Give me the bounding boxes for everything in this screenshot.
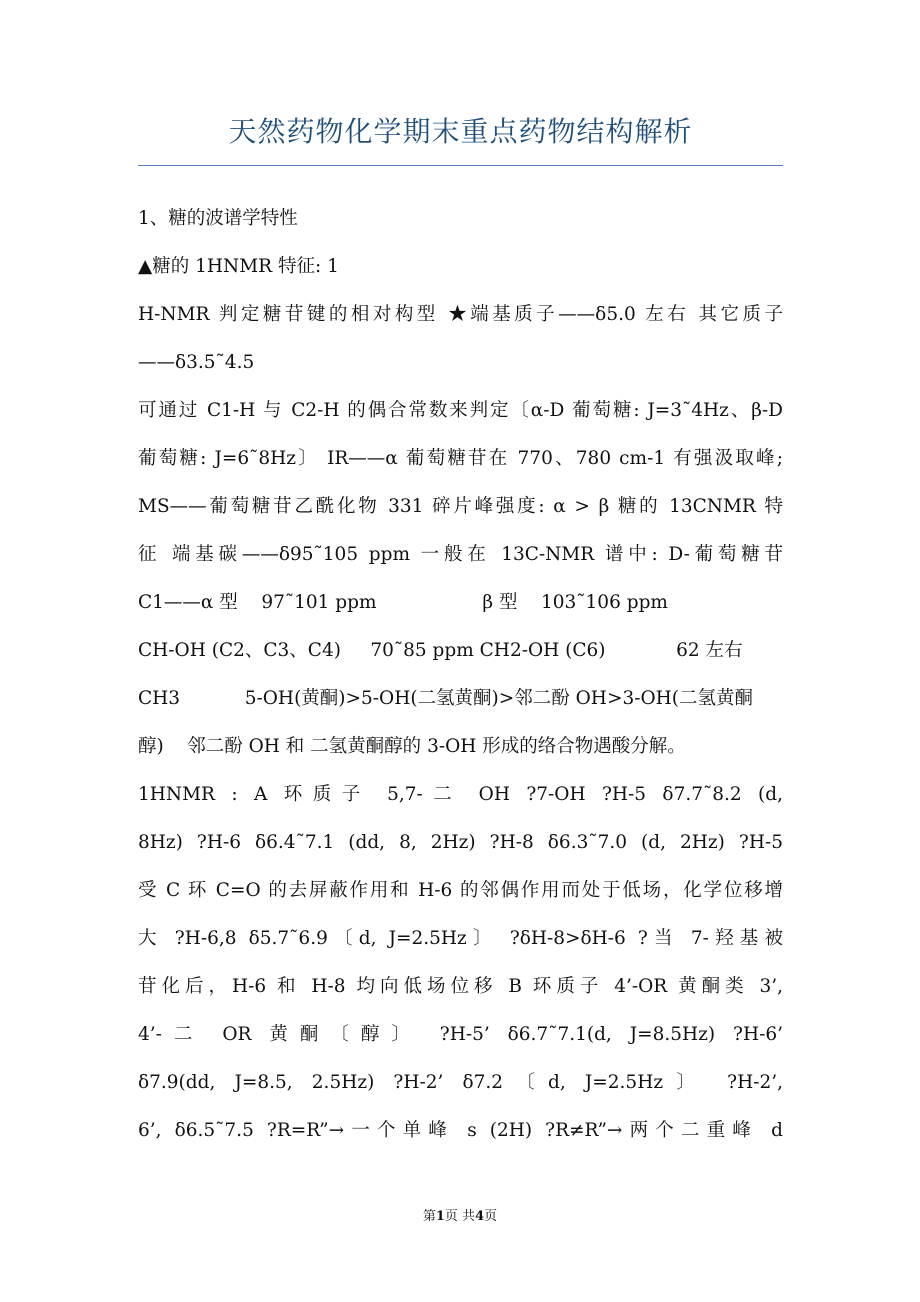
document-title: 天然药物化学期末重点药物结构解析	[228, 115, 693, 148]
text-line: 大 ?H-6,8 δ5.7˜6.9〔d, J=2.5Hz〕 ?δH-8>δH-6 ?当 7-羟基被	[138, 928, 783, 949]
text-line: ——δ3.5˜4.5	[138, 352, 255, 373]
text-line: 可通过 C1-H 与 C2-H 的偶合常数来判定〔α-D 葡萄糖: J=3˜4Hz、β-D	[138, 400, 783, 421]
page-footer	[0, 1205, 920, 1224]
text-line: CH3 5-OH(黄酮)>5-OH(二氢黄酮)>邻二酚 OH>3-OH(二氢黄酮	[138, 688, 753, 709]
text-line: δ7.9(dd, J=8.5, 2.5Hz) ?H-2’ δ7.2〔d, J=2.5Hz〕 ?H-2’,	[138, 1072, 783, 1093]
page-label-middle: 页 共	[444, 1209, 476, 1224]
title-divider	[138, 165, 783, 166]
current-page-number: 1	[435, 1209, 445, 1224]
text-line: CH-OH (C2、C3、C4) 70˜85 ppm CH2-OH (C6) 62 左右	[138, 640, 743, 661]
text-line: 6’, δ6.5˜7.5 ?R=R”→一个单峰 s (2H) ?R≠R”→两个二重峰 d	[138, 1120, 783, 1141]
text-line: 1HNMR : A 环质子 5,7-二 OH ?7-OH ?H-5 δ7.7˜8.2 (d,	[138, 784, 783, 805]
document-body	[138, 195, 783, 1155]
section-heading: 1、糖的波谱学特性	[138, 208, 298, 229]
text-line: 8Hz) ?H-6 δ6.4˜7.1 (dd, 8, 2Hz) ?H-8 δ6.3˜7.0 (d, 2Hz) ?H-5	[138, 832, 783, 853]
text-line: ▲糖的 1HNMR 特征: 1	[138, 256, 339, 277]
text-line: 苷化后，H-6 和 H-8 均向低场位移 B 环质子 4’-OR 黄酮类 3’,	[138, 976, 783, 997]
page-label-end: 页	[484, 1209, 498, 1224]
total-page-number: 4	[475, 1209, 485, 1224]
page-label-prefix: 第	[422, 1209, 436, 1224]
text-line: 葡萄糖: J=6˜8Hz〕 IR——α 葡萄糖苷在 770、780 cm-1 有强汲取峰;	[138, 448, 783, 469]
text-line: H-NMR 判定糖苷键的相对构型 ★端基质子——δ5.0 左右 其它质子	[138, 304, 783, 325]
text-line: C1——α 型 97˜101 ppm β 型 103˜106 ppm	[138, 592, 668, 613]
text-line: 受 C 环 C=O 的去屏蔽作用和 H-6 的邻偶作用而处于低场，化学位移增	[138, 880, 783, 901]
text-line: 醇) 邻二酚 OH 和 二氢黄酮醇的 3-OH 形成的络合物遇酸分解。	[138, 736, 686, 757]
text-line: 征 端基碳——δ95˜105 ppm 一般在 13C-NMR 谱中: D-葡萄糖苷	[138, 544, 783, 565]
text-line: 4’-二 OR 黄酮〔醇〕 ?H-5’ δ6.7˜7.1(d, J=8.5Hz) ?H-6’	[138, 1024, 783, 1045]
text-line: MS——葡萄糖苷乙酰化物 331 碎片峰强度: α > β 糖的 13CNMR 特	[138, 496, 783, 517]
